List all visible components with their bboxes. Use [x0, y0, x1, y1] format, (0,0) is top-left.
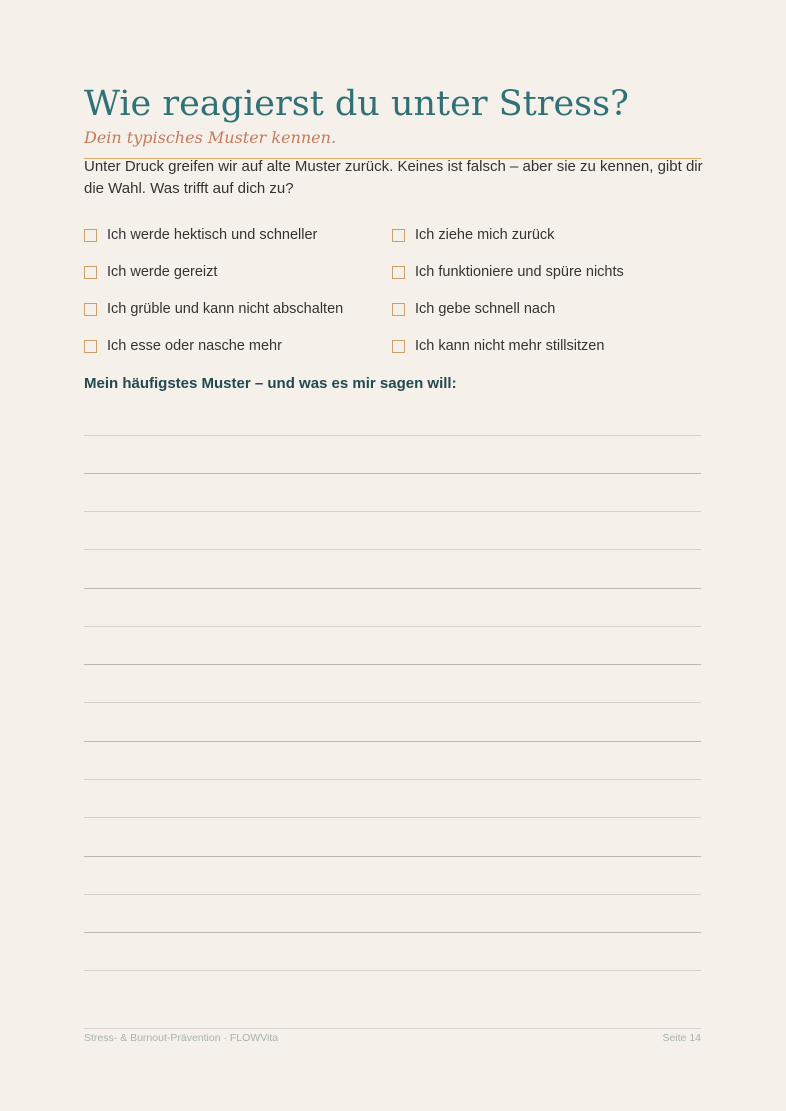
- checkbox[interactable]: [392, 303, 405, 316]
- page-title: Wie reagierst du unter Stress?: [84, 84, 629, 124]
- checkbox-label: Ich werde hektisch und schneller: [107, 227, 318, 243]
- checkbox-item-gereizt[interactable]: [84, 261, 217, 283]
- page-subtitle: Dein typisches Muster kennen.: [84, 128, 337, 147]
- writing-line[interactable]: [84, 856, 701, 857]
- page-number: Seite 14: [662, 1032, 701, 1044]
- checkbox-label: Ich gebe schnell nach: [415, 301, 556, 317]
- checkbox[interactable]: [84, 303, 97, 316]
- writing-line[interactable]: [84, 779, 701, 780]
- writing-line[interactable]: [84, 435, 701, 436]
- checkbox[interactable]: [84, 266, 97, 279]
- footer-divider: [84, 1028, 701, 1029]
- writing-line[interactable]: [84, 511, 701, 512]
- checkbox-item-esse[interactable]: [84, 335, 282, 357]
- writing-line[interactable]: [84, 702, 701, 703]
- checkbox-label: Ich grüble und kann nicht abschalten: [107, 301, 344, 317]
- checkbox-label: Ich funktioniere und spüre nichts: [415, 264, 624, 280]
- checkbox-label: Ich werde gereizt: [107, 264, 218, 280]
- checkbox[interactable]: [392, 340, 405, 353]
- checkbox-item-nachgeben[interactable]: [392, 298, 555, 320]
- checkbox-label: Ich esse oder nasche mehr: [107, 338, 282, 354]
- writing-prompt: Mein häufigstes Muster – und was es mir sagen will:: [84, 375, 457, 392]
- intro-text: Unter Druck greifen wir auf alte Muster zurück. Keines ist falsch – aber sie zu kennen, gibt dir die Wahl. Was trifft auf dich zu?: [84, 158, 703, 197]
- checkbox-item-grueble[interactable]: [84, 298, 343, 320]
- checkbox-item-zurueck[interactable]: [392, 224, 554, 246]
- checkbox[interactable]: [84, 229, 97, 242]
- writing-line[interactable]: [84, 741, 701, 742]
- checkbox[interactable]: [392, 229, 405, 242]
- writing-line[interactable]: [84, 664, 701, 665]
- writing-line[interactable]: [84, 894, 701, 895]
- writing-line[interactable]: [84, 549, 701, 550]
- checkbox[interactable]: [392, 266, 405, 279]
- writing-line[interactable]: [84, 588, 701, 589]
- writing-line[interactable]: [84, 473, 701, 474]
- writing-line[interactable]: [84, 817, 701, 818]
- checkbox-label: Ich kann nicht mehr stillsitzen: [415, 338, 605, 354]
- writing-line[interactable]: [84, 626, 701, 627]
- checkbox-label: Ich ziehe mich zurück: [415, 227, 555, 243]
- checkbox-item-funktioniere[interactable]: [392, 261, 624, 283]
- writing-line[interactable]: [84, 970, 701, 971]
- checkbox[interactable]: [84, 340, 97, 353]
- writing-line[interactable]: [84, 932, 701, 933]
- footer-source: Stress- & Burnout-Prävention · FLOWVita: [84, 1032, 279, 1044]
- checkbox-item-stillsitzen[interactable]: [392, 335, 604, 357]
- checkbox-item-hektisch[interactable]: [84, 224, 317, 246]
